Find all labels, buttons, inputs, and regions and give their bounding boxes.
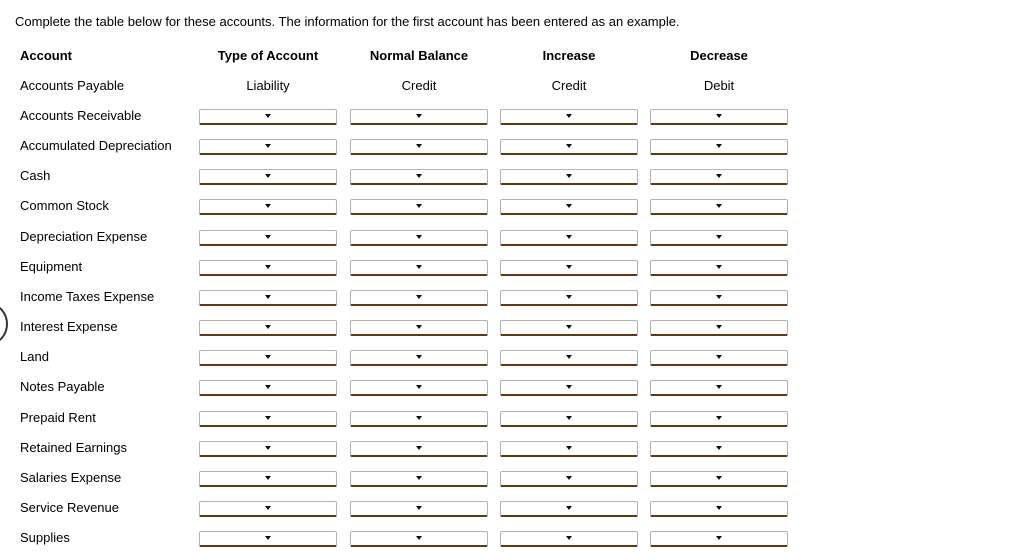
chevron-down-icon [265,174,271,178]
type-of-account-dropdown[interactable] [199,350,337,366]
increase-dropdown[interactable] [500,350,638,366]
type-of-account-dropdown[interactable] [199,290,337,306]
type-of-account-dropdown[interactable] [199,501,337,517]
account-label: Depreciation Expense [20,229,148,244]
increase-dropdown[interactable] [500,320,638,336]
increase-dropdown[interactable] [500,260,638,276]
chevron-down-icon [566,295,572,299]
chevron-down-icon [416,204,422,208]
account-label: Salaries Expense [20,470,122,485]
chevron-down-icon [416,506,422,510]
edge-circle-decoration [0,304,8,344]
chevron-down-icon [566,416,572,420]
account-label: Cash [20,168,51,183]
header-increase: Increase [542,48,596,63]
chevron-down-icon [416,446,422,450]
header-type-of-account: Type of Account [217,48,319,63]
chevron-down-icon [716,295,722,299]
chevron-down-icon [416,355,422,359]
decrease-dropdown[interactable] [650,199,788,215]
chevron-down-icon [716,114,722,118]
instructions-text: Complete the table below for these accounts. The information for the first account has been entered as an example. [15,14,680,29]
chevron-down-icon [265,265,271,269]
decrease-dropdown[interactable] [650,109,788,125]
normal-balance-dropdown[interactable] [350,199,488,215]
chevron-down-icon [716,385,722,389]
chevron-down-icon [566,265,572,269]
increase-dropdown[interactable] [500,290,638,306]
chevron-down-icon [265,114,271,118]
decrease-dropdown[interactable] [650,260,788,276]
chevron-down-icon [716,536,722,540]
type-of-account-dropdown[interactable] [199,320,337,336]
type-of-account-dropdown[interactable] [199,380,337,396]
header-decrease: Decrease [690,48,748,63]
type-of-account-dropdown[interactable] [199,260,337,276]
increase-dropdown[interactable] [500,109,638,125]
chevron-down-icon [265,446,271,450]
chevron-down-icon [265,295,271,299]
increase-dropdown[interactable] [500,501,638,517]
increase-dropdown[interactable] [500,471,638,487]
chevron-down-icon [716,416,722,420]
decrease-dropdown[interactable] [650,380,788,396]
type-of-account-dropdown[interactable] [199,441,337,457]
chevron-down-icon [416,235,422,239]
decrease-dropdown[interactable] [650,320,788,336]
chevron-down-icon [716,235,722,239]
normal-balance-dropdown[interactable] [350,260,488,276]
chevron-down-icon [416,144,422,148]
decrease-dropdown[interactable] [650,350,788,366]
example-type-value: Liability [246,78,290,93]
chevron-down-icon [416,325,422,329]
chevron-down-icon [416,416,422,420]
chevron-down-icon [265,476,271,480]
increase-dropdown[interactable] [500,411,638,427]
example-account-label: Accounts Payable [20,78,125,93]
chevron-down-icon [265,536,271,540]
chevron-down-icon [416,174,422,178]
chevron-down-icon [566,506,572,510]
chevron-down-icon [265,385,271,389]
account-label: Land [20,349,49,364]
chevron-down-icon [416,114,422,118]
normal-balance-dropdown[interactable] [350,380,488,396]
example-increase-value: Credit [551,78,587,93]
account-label: Interest Expense [20,319,118,334]
account-label: Prepaid Rent [20,410,96,425]
chevron-down-icon [566,144,572,148]
type-of-account-dropdown[interactable] [199,139,337,155]
increase-dropdown[interactable] [500,139,638,155]
normal-balance-dropdown[interactable] [350,501,488,517]
normal-balance-dropdown[interactable] [350,230,488,246]
chevron-down-icon [566,235,572,239]
increase-dropdown[interactable] [500,531,638,547]
example-normal-balance-value: Credit [401,78,437,93]
decrease-dropdown[interactable] [650,139,788,155]
account-label: Equipment [20,259,83,274]
increase-dropdown[interactable] [500,441,638,457]
decrease-dropdown[interactable] [650,411,788,427]
chevron-down-icon [566,325,572,329]
type-of-account-dropdown[interactable] [199,230,337,246]
chevron-down-icon [716,325,722,329]
chevron-down-icon [566,114,572,118]
normal-balance-dropdown[interactable] [350,411,488,427]
decrease-dropdown[interactable] [650,169,788,185]
chevron-down-icon [716,144,722,148]
account-label: Common Stock [20,198,109,213]
decrease-dropdown[interactable] [650,441,788,457]
normal-balance-dropdown[interactable] [350,139,488,155]
normal-balance-dropdown[interactable] [350,531,488,547]
chevron-down-icon [566,174,572,178]
chevron-down-icon [416,265,422,269]
chevron-down-icon [566,204,572,208]
decrease-dropdown[interactable] [650,501,788,517]
account-label: Retained Earnings [20,440,127,455]
type-of-account-dropdown[interactable] [199,169,337,185]
normal-balance-dropdown[interactable] [350,471,488,487]
normal-balance-dropdown[interactable] [350,169,488,185]
header-normal-balance: Normal Balance [369,48,469,63]
account-label: Notes Payable [20,379,105,394]
chevron-down-icon [566,476,572,480]
chevron-down-icon [416,536,422,540]
decrease-dropdown[interactable] [650,471,788,487]
chevron-down-icon [265,355,271,359]
chevron-down-icon [716,265,722,269]
chevron-down-icon [416,476,422,480]
type-of-account-dropdown[interactable] [199,531,337,547]
type-of-account-dropdown[interactable] [199,199,337,215]
account-label: Income Taxes Expense [20,289,155,304]
example-decrease-value: Debit [703,78,735,93]
chevron-down-icon [716,174,722,178]
increase-dropdown[interactable] [500,199,638,215]
chevron-down-icon [265,416,271,420]
account-label: Accounts Receivable [20,108,142,123]
decrease-dropdown[interactable] [650,290,788,306]
account-label: Supplies [20,530,70,545]
chevron-down-icon [566,446,572,450]
chevron-down-icon [265,235,271,239]
type-of-account-dropdown[interactable] [199,109,337,125]
chevron-down-icon [716,506,722,510]
normal-balance-dropdown[interactable] [350,441,488,457]
decrease-dropdown[interactable] [650,531,788,547]
account-label: Service Revenue [20,500,119,515]
normal-balance-dropdown[interactable] [350,320,488,336]
chevron-down-icon [265,506,271,510]
normal-balance-dropdown[interactable] [350,350,488,366]
chevron-down-icon [716,204,722,208]
chevron-down-icon [716,355,722,359]
increase-dropdown[interactable] [500,380,638,396]
account-label: Accumulated Depreciation [20,138,172,153]
normal-balance-dropdown[interactable] [350,290,488,306]
chevron-down-icon [265,325,271,329]
chevron-down-icon [265,144,271,148]
chevron-down-icon [716,446,722,450]
type-of-account-dropdown[interactable] [199,411,337,427]
chevron-down-icon [566,536,572,540]
chevron-down-icon [566,385,572,389]
decrease-dropdown[interactable] [650,230,788,246]
header-account: Account [20,48,72,63]
increase-dropdown[interactable] [500,169,638,185]
chevron-down-icon [716,476,722,480]
increase-dropdown[interactable] [500,230,638,246]
chevron-down-icon [416,385,422,389]
normal-balance-dropdown[interactable] [350,109,488,125]
type-of-account-dropdown[interactable] [199,471,337,487]
chevron-down-icon [265,204,271,208]
chevron-down-icon [566,355,572,359]
chevron-down-icon [416,295,422,299]
